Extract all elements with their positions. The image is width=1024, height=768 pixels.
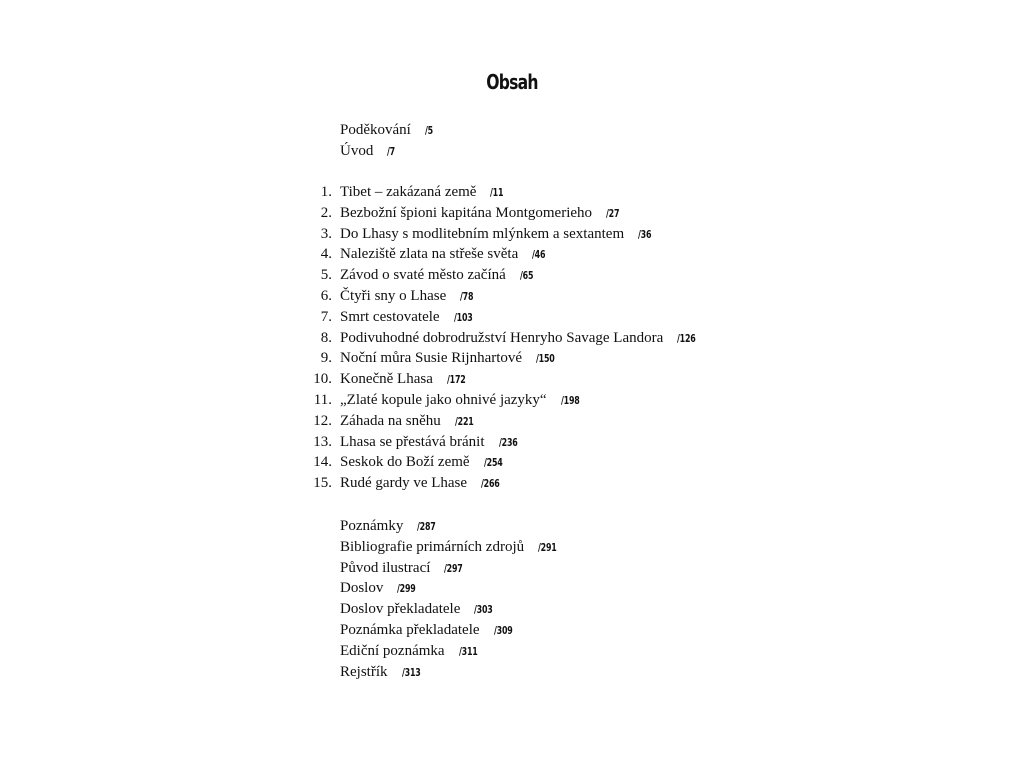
page-number: /236	[498, 435, 518, 449]
entry-title: Poděkování	[340, 122, 411, 138]
entry-title: Lhasa se přestává bránit	[340, 433, 485, 450]
toc-entry	[300, 182, 900, 203]
page-number: /303	[474, 603, 493, 617]
chapter-number: 6.	[320, 287, 332, 304]
toc-entry	[300, 662, 900, 683]
page-number: /126	[677, 331, 696, 345]
toc-entry	[300, 558, 900, 579]
chapter-number: 9.	[320, 350, 332, 367]
chapter-number: 11.	[313, 391, 332, 408]
toc-entry	[300, 369, 900, 390]
chapter-number: 14.	[313, 454, 332, 471]
entry-title: Konečně Lhasa	[340, 371, 433, 388]
back-matter-list	[300, 516, 900, 682]
entry-title: Podivuhodné dobrodružství Henryho Savage Landora	[340, 329, 664, 346]
front-matter-list	[300, 120, 900, 162]
entry-title: Doslov	[340, 580, 384, 597]
page-number: /311	[458, 644, 478, 658]
toc-entry	[300, 307, 900, 328]
page-number: /36	[638, 227, 652, 241]
chapter-list	[300, 182, 900, 494]
toc-entry	[300, 452, 900, 473]
entry-title: Seskok do Boží země	[340, 454, 470, 471]
page-title: Obsah	[486, 70, 538, 94]
chapter-number: 4.	[320, 246, 332, 263]
chapter-number: 3.	[320, 225, 332, 242]
page-number: /103	[453, 310, 473, 324]
page-number: /150	[536, 352, 555, 366]
page-number: /11	[490, 186, 504, 199]
chapter-number: 10.	[313, 371, 332, 388]
chapter-number: 1.	[320, 184, 332, 200]
entry-title: Smrt cestovatele	[340, 308, 440, 325]
entry-title: Poznámka překladatele	[340, 621, 480, 638]
page-number: /78	[460, 289, 474, 303]
toc-entry	[300, 203, 900, 224]
entry-title: Bezbožní špioni kapitána Montgomerieho	[340, 204, 593, 221]
page-number: /27	[606, 206, 620, 220]
entry-title: Noční můra Susie Rijnhartové	[340, 350, 523, 367]
toc-entry	[300, 120, 900, 141]
page-number: /7	[387, 144, 396, 158]
entry-title: Čtyři sny o Lhase	[340, 287, 447, 304]
toc-entry	[300, 328, 900, 349]
toc-entry	[300, 265, 900, 286]
toc-entry	[300, 537, 900, 558]
page-number: /299	[397, 582, 416, 596]
toc-entry	[300, 348, 900, 369]
toc-entry	[300, 620, 900, 641]
page-number: /313	[401, 665, 421, 679]
chapter-number: 8.	[320, 329, 332, 346]
entry-title: Do Lhasy s modlitebním mlýnkem a sextantem	[340, 225, 625, 242]
toc-entry	[300, 641, 900, 662]
page-number: /254	[483, 456, 503, 470]
page-number: /172	[446, 373, 466, 387]
entry-title: Doslov překladatele	[340, 601, 461, 618]
toc-entry	[300, 286, 900, 307]
entry-title: Tibet – zakázaná země	[340, 184, 477, 200]
page-number: /5	[424, 124, 433, 137]
page-number: /65	[519, 269, 534, 283]
chapter-number: 2.	[320, 204, 332, 221]
page-number: /46	[532, 248, 546, 262]
page-number: /297	[444, 561, 463, 575]
toc-entry	[300, 578, 900, 599]
entry-title: Původ ilustrací	[340, 559, 431, 576]
chapter-number: 15.	[313, 475, 332, 492]
chapter-number: 5.	[320, 267, 332, 284]
entry-title: Ediční poznámka	[340, 642, 445, 659]
toc-entry	[300, 516, 900, 537]
toc-entry	[300, 411, 900, 432]
toc-entry	[300, 599, 900, 620]
chapter-number: 13.	[313, 433, 332, 450]
page-number: /198	[560, 393, 580, 407]
toc-entry	[300, 473, 900, 494]
page-number: /287	[417, 520, 436, 533]
entry-title: „Zlaté kopule jako ohnivé jazyky“	[340, 391, 547, 408]
page-number: /309	[493, 623, 513, 637]
toc-entry	[300, 390, 900, 411]
toc-entry	[300, 141, 900, 162]
entry-title: Naleziště zlata na střeše světa	[340, 246, 519, 263]
entry-title: Závod o svaté město začíná	[340, 267, 506, 284]
page-number: /291	[538, 540, 557, 554]
chapter-number: 12.	[313, 412, 332, 429]
toc-entry	[300, 432, 900, 453]
entry-title: Úvod	[340, 142, 374, 159]
toc-entry	[300, 244, 900, 265]
page-number: /221	[454, 414, 474, 428]
entry-title: Rejstřík	[340, 663, 388, 680]
entry-title: Záhada na sněhu	[340, 412, 441, 429]
toc-entry	[300, 224, 900, 245]
entry-title: Poznámky	[340, 518, 404, 534]
entry-title: Rudé gardy ve Lhase	[340, 475, 468, 492]
chapter-number: 7.	[320, 308, 332, 325]
entry-title: Bibliografie primárních zdrojů	[340, 538, 525, 555]
page-number: /266	[481, 477, 500, 491]
